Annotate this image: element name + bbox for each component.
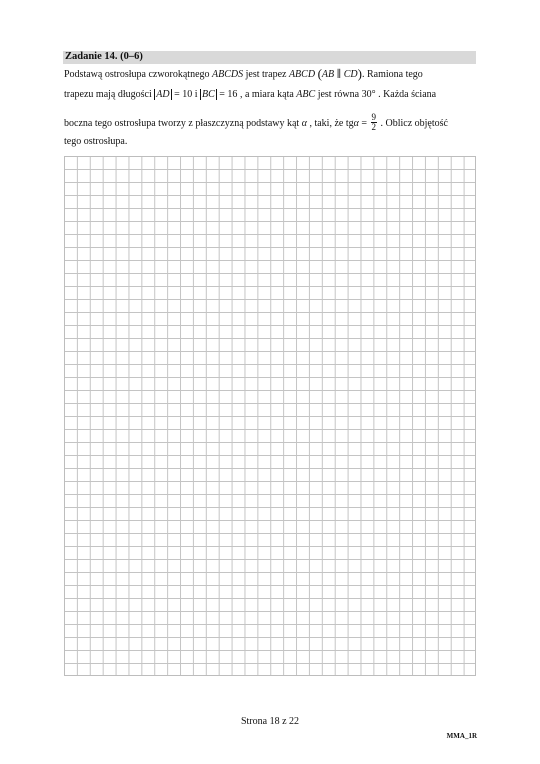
math-alpha: α (301, 117, 307, 129)
math-length-bc: BC (202, 89, 215, 100)
statement-line-4: tego ostrosłupa. (64, 136, 128, 147)
math-equals: = (358, 117, 370, 129)
text-segment: . Ramiona tego (361, 69, 423, 80)
math-length-ad: AD (156, 89, 170, 100)
statement-line-2 (64, 88, 436, 101)
math-parallel-condition: AB ∥ CD (321, 69, 358, 80)
statement-line-1 (64, 66, 423, 81)
text-segment: trapezu mają długości (64, 89, 155, 100)
math-trapezoid-name: ABCD (288, 69, 316, 80)
paren-open: ( (317, 66, 322, 81)
text-segment: . Oblicz objętość (378, 117, 448, 129)
text-segment: i (194, 89, 201, 100)
text-segment: jest trapez (243, 69, 289, 80)
statement-line-3 (64, 114, 448, 133)
math-value-ad: = 10 (171, 89, 195, 100)
paren-close: ) (357, 66, 362, 81)
math-alpha: α (353, 117, 359, 129)
math-fraction (371, 113, 378, 132)
math-angle-name: ABC (296, 89, 316, 100)
text-segment: , a miara kąta (237, 89, 297, 100)
document-code: MMA_1R (446, 732, 477, 740)
math-value-bc: = 16 (216, 89, 238, 100)
math-pyramid-name: ABCDS (212, 69, 244, 80)
text-segment: , taki, że tg (306, 117, 354, 129)
text-segment: boczna tego ostrosłupa tworzy z płaszczyzną podstawy kąt (64, 117, 302, 129)
text-segment: Podstawą ostrosłupa czworokątnego (64, 69, 213, 80)
answer-grid[interactable] (64, 156, 476, 676)
page-number: Strona 18 z 22 (240, 716, 300, 727)
task-title: Zadanie 14. (0–6) (65, 51, 143, 62)
fraction-denominator: 2 (371, 122, 376, 132)
fraction-numerator: 9 (371, 112, 376, 122)
text-segment: jest równa 30° . Każda ściana (315, 89, 437, 100)
task-header-bar (63, 51, 476, 64)
